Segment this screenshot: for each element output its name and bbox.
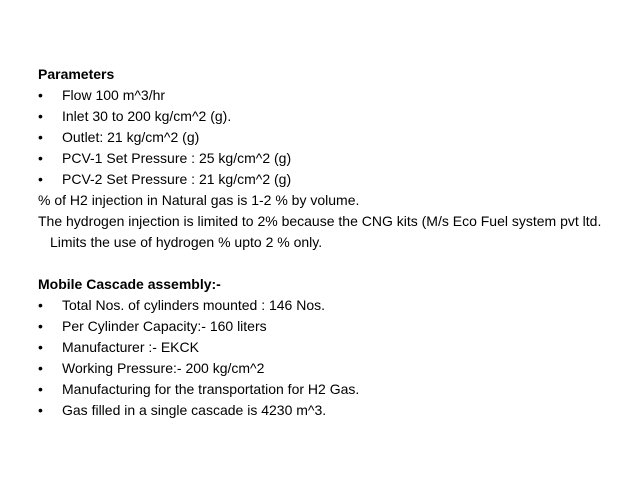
list-item [38, 316, 608, 337]
list-item [38, 85, 608, 106]
parameter-flow: Flow 100 m^3/hr [62, 87, 166, 103]
list-item [38, 400, 608, 421]
bullet-icon: • [38, 381, 43, 397]
bullet-icon: • [38, 318, 43, 334]
cascade-heading: Mobile Cascade assembly:- [38, 276, 221, 292]
cascade-cylinders: Total Nos. of cylinders mounted : 146 Nos. [62, 297, 326, 313]
h2-limit-note: The hydrogen injection is limited to 2% because the CNG kits (M/s Eco Fuel system pvt ltd. Limits the use of hydrogen % upto 2 % only. [38, 213, 602, 250]
bullet-icon: • [38, 150, 43, 166]
bullet-icon: • [38, 129, 43, 145]
cascade-purpose: Manufacturing for the transportation for H2 Gas. [62, 381, 360, 397]
h2-injection-note: % of H2 injection in Natural gas is 1-2 % by volume. [38, 192, 360, 208]
cascade-list [38, 295, 608, 421]
bullet-icon: • [38, 339, 43, 355]
bullet-icon: • [38, 297, 43, 313]
parameters-heading: Parameters [38, 66, 115, 82]
cascade-gas-volume: Gas filled in a single cascade is 4230 m^3. [62, 402, 327, 418]
bullet-icon: • [38, 402, 43, 418]
parameter-pcv-1: PCV-1 Set Pressure : 25 kg/cm^2 (g) [62, 150, 292, 166]
parameter-pcv-2: PCV-2 Set Pressure : 21 kg/cm^2 (g) [62, 171, 292, 187]
list-item [38, 169, 608, 190]
bullet-icon: • [38, 87, 43, 103]
parameter-outlet: Outlet: 21 kg/cm^2 (g) [62, 129, 200, 145]
list-item [38, 106, 608, 127]
bullet-icon: • [38, 171, 43, 187]
list-item [38, 358, 608, 379]
parameters-list [38, 85, 608, 190]
list-item [38, 379, 608, 400]
slide-content [38, 64, 608, 421]
section-spacer [38, 253, 608, 274]
list-item [38, 127, 608, 148]
cascade-manufacturer: Manufacturer :- EKCK [62, 339, 199, 355]
bullet-icon: • [38, 108, 43, 124]
parameter-inlet: Inlet 30 to 200 kg/cm^2 (g). [62, 108, 232, 124]
list-item [38, 295, 608, 316]
cascade-capacity: Per Cylinder Capacity:- 160 liters [62, 318, 267, 334]
list-item [38, 337, 608, 358]
bullet-icon: • [38, 360, 43, 376]
list-item [38, 148, 608, 169]
cascade-pressure: Working Pressure:- 200 kg/cm^2 [62, 360, 265, 376]
